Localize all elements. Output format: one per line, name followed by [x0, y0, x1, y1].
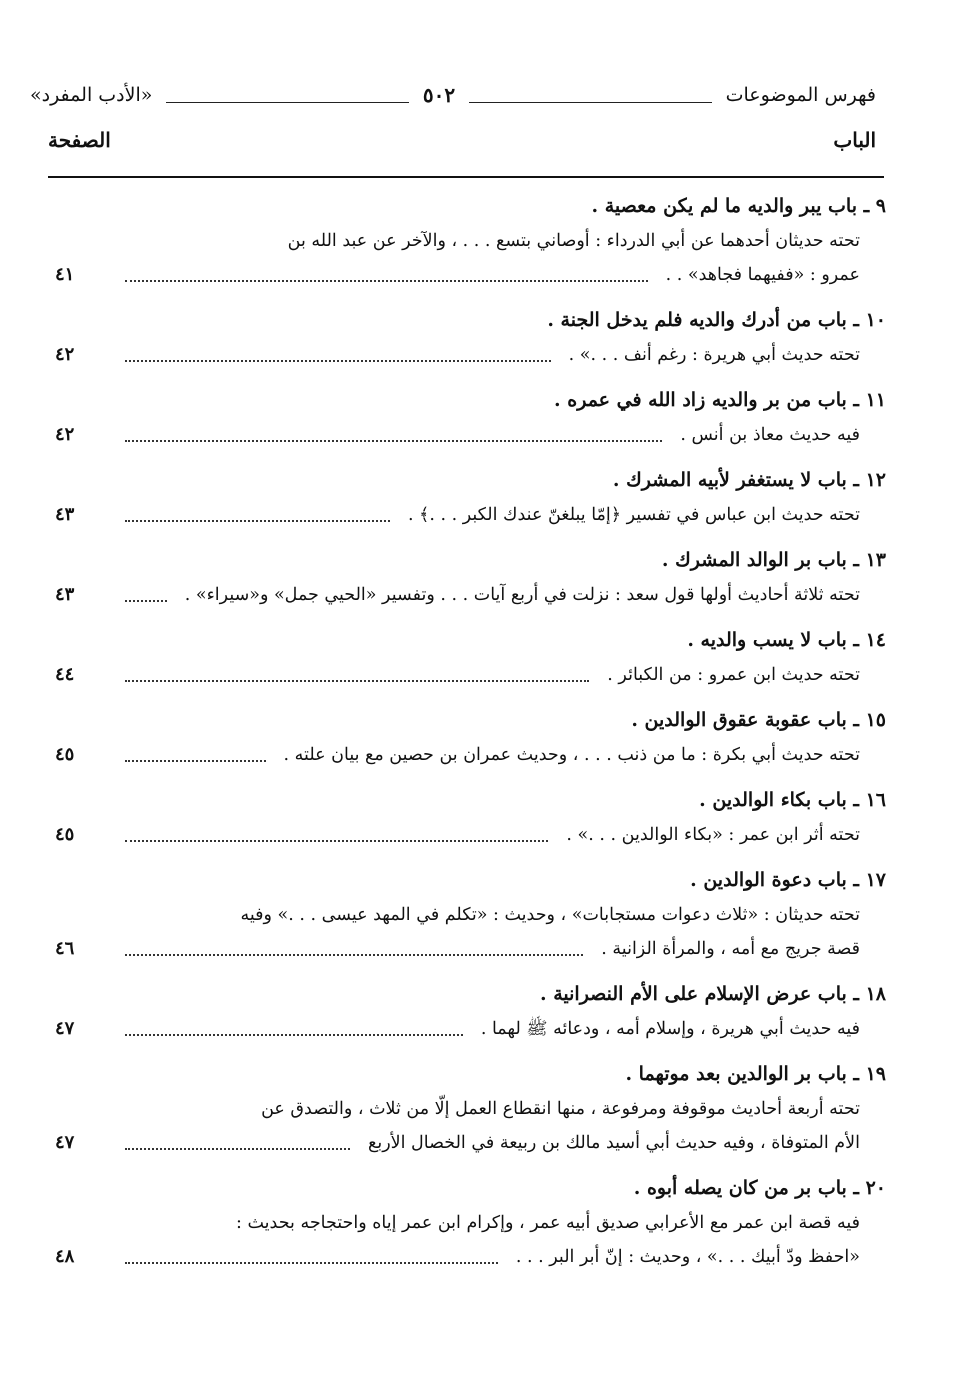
dot-leader: [125, 599, 167, 602]
entry-last-line: [55, 258, 886, 292]
entry-title: ١٨ ـ باب عرض الإسلام على الأم النصرانية .: [539, 983, 886, 1005]
entry-last-line: [55, 932, 886, 966]
entry-last-line: [55, 1240, 886, 1274]
toc-entry: [55, 862, 886, 966]
dot-leader: [125, 1261, 498, 1264]
entry-last-line: [55, 1126, 886, 1160]
entry-title: ١٠ ـ باب من أدرك والديه فلم يدخل الجنة .: [547, 309, 886, 331]
entry-page-number: ٤٥: [55, 824, 75, 845]
entry-title: ١٣ ـ باب بر الوالد المشرك .: [661, 549, 886, 571]
entry-page-number: ٤٤: [55, 664, 75, 685]
toc-entry: [55, 976, 886, 1046]
toc-entry: [55, 622, 886, 692]
toc-entries: [55, 188, 886, 1284]
entry-title: ١٦ ـ باب بكاء الوالدين .: [699, 789, 886, 811]
entry-page-number: ٤٣: [55, 584, 75, 605]
toc-entry: [55, 188, 886, 292]
entry-last-line: [55, 658, 886, 692]
dot-leader: [125, 359, 551, 362]
entry-description-line: فيه قصة ابن عمر مع الأعرابي صديق أبيه عمر ، وإكرام ابن عمر إياه واحتجاجه بحديث :: [236, 1213, 860, 1233]
chapter-column-heading: الباب: [833, 128, 876, 152]
entry-last-line: [55, 1012, 886, 1046]
dot-leader: [125, 953, 583, 956]
entry-description: تحته حديث أبي بكرة : ما من ذنب . . . ، وحديث عمران بن حصين مع بيان علته .: [283, 745, 860, 765]
page-column-heading: الصفحة: [48, 128, 111, 152]
heading-divider: [48, 176, 884, 178]
entry-title: ١١ ـ باب من بر والديه زاد الله في عمره .: [554, 389, 886, 411]
entry-title: ١٩ ـ باب بر الوالدين بعد موتهما .: [625, 1063, 886, 1085]
section-title: فهرس الموضوعات: [725, 84, 876, 106]
entry-last-line: [55, 578, 886, 612]
entry-page-number: ٤٣: [55, 504, 75, 525]
entry-page-number: ٤٢: [55, 424, 75, 445]
entry-title: ١٥ ـ باب عقوبة عقوق الوالدين .: [631, 709, 886, 731]
entry-description: تحته ثلاثة أحاديث أولها قول سعد : نزلت في أربع آيات . . . وتفسير «الحيي جمل» و«سيراء» .: [184, 585, 860, 605]
entry-last-line: [55, 418, 886, 452]
entry-description: الأم المتوفاة ، وفيه حديث أبي أسيد مالك بن ربيعة في الخصال الأربع: [368, 1133, 860, 1153]
toc-entry: [55, 542, 886, 612]
entry-description: «احفظ ودّ أبيك . . .» ، وحديث : إنّ أبر البر . . .: [515, 1247, 860, 1267]
toc-entry: [55, 1056, 886, 1160]
dot-leader: [125, 839, 548, 842]
dot-leader: [125, 1147, 350, 1150]
toc-entry: [55, 382, 886, 452]
entry-last-line: [55, 738, 886, 772]
entry-last-line: [55, 498, 886, 532]
entry-description-line: تحته حديثان : «ثلاث دعوات مستجابات» ، وحديث : «تكلم في المهد عيسى . . .» وفيه: [240, 905, 860, 925]
toc-entry: [55, 302, 886, 372]
entry-page-number: ٤٨: [55, 1246, 75, 1267]
dot-leader: [125, 679, 589, 682]
entry-description: فيه حديث أبي هريرة ، وإسلام أمه ، ودعائه ﷺ لهما .: [480, 1019, 860, 1039]
dot-leader: [125, 279, 648, 282]
page-number: ٥٠٢: [422, 83, 456, 107]
entry-page-number: ٤١: [55, 264, 75, 285]
entry-description: تحته أثر ابن عمر : «بكاء الوالدين . . .» .: [566, 825, 860, 845]
entry-title: ١٤ ـ باب لا يسب والديه .: [687, 629, 886, 651]
entry-page-number: ٤٢: [55, 344, 75, 365]
entry-title: ١٢ ـ باب لا يستغفر لأبيه المشرك .: [612, 469, 886, 491]
entry-description: تحته حديث أبي هريرة : رغم أنف . . .» .: [568, 345, 860, 365]
entry-description-line: تحته أربعة أحاديث موقوفة ومرفوعة ، منها انقطاع العمل إلّا من ثلاث ، والتصدق عن: [261, 1099, 860, 1119]
entry-title: ٩ ـ باب يبر والديه ما لم يكن معصية .: [591, 195, 886, 217]
toc-entry: [55, 462, 886, 532]
entry-description: عمرو : «ففيهما فجاهد» . .: [665, 265, 860, 285]
dot-leader: [125, 1033, 463, 1036]
book-title: «الأدب المفرد»: [29, 84, 153, 106]
entry-description-line: تحته حديثان أحدهما عن أبي الدرداء : أوصاني بتسع . . . ، والآخر عن عبد الله بن: [287, 231, 860, 251]
entry-title: ٢٠ ـ باب بر من كان يصله أبوه .: [633, 1177, 886, 1199]
entry-description: تحته حديث ابن عباس في تفسير ﴿إمّا يبلغنّ عندك الكبر . . .﴾ .: [407, 505, 860, 525]
entry-description: فيه حديث معاذ بن أنس .: [680, 425, 860, 445]
header-rule: [469, 88, 712, 103]
entry-last-line: [55, 818, 886, 852]
entry-description: قصة جريج مع أمه ، والمرأة الزانية .: [601, 939, 860, 959]
entry-page-number: ٤٧: [55, 1018, 75, 1039]
toc-entry: [55, 782, 886, 852]
entry-page-number: ٤٥: [55, 744, 75, 765]
running-header: [30, 78, 876, 112]
column-headings: [48, 128, 876, 152]
entry-description: تحته حديث ابن عمرو : من الكبائر .: [607, 665, 860, 685]
dot-leader: [125, 439, 662, 442]
entry-last-line: [55, 338, 886, 372]
entry-title: ١٧ ـ باب دعوة الوالدين .: [690, 869, 886, 891]
entry-page-number: ٤٦: [55, 938, 75, 959]
toc-entry: [55, 1170, 886, 1274]
toc-entry: [55, 702, 886, 772]
dot-leader: [125, 759, 266, 762]
header-rule: [166, 88, 409, 103]
dot-leader: [125, 519, 390, 522]
entry-page-number: ٤٧: [55, 1132, 75, 1153]
